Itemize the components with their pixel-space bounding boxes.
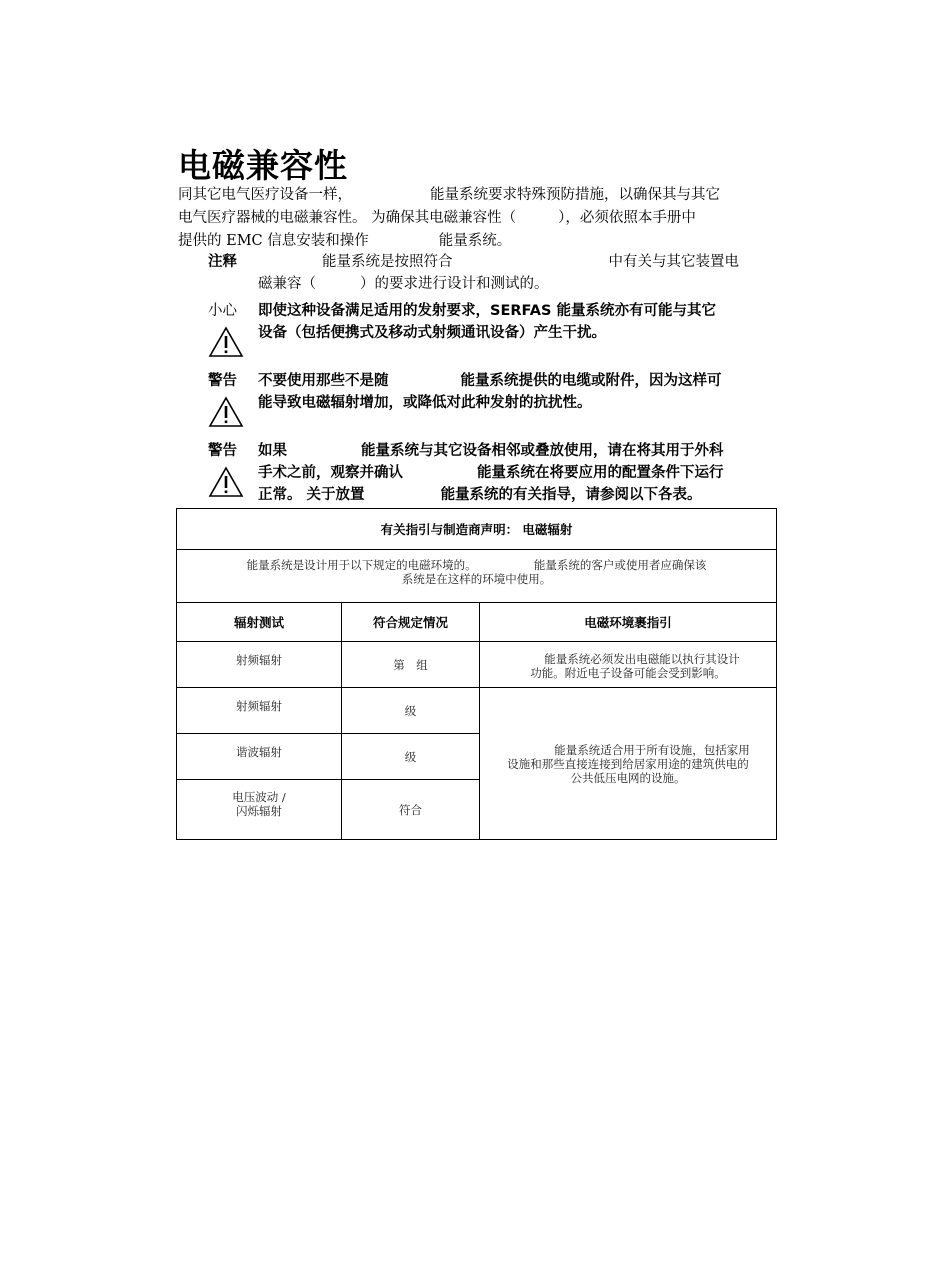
guidance-text: 公共低压电网的设施。 [570,770,686,785]
description-text: 能量系统的客户或使用者应确保该 [533,558,707,572]
compliance-cell: 级 [342,734,480,780]
test-cell: 射频辐射 [177,642,342,688]
table-row [177,642,777,688]
table-description [177,550,777,603]
warning-triangle-icon [208,466,244,498]
warning-text: 能量系统的有关指导，请参阅以下各表。 [440,487,702,503]
warning-text: 能量系统与其它设备相邻或叠放使用，请在将其用于外科 [361,443,724,459]
test-cell [177,780,342,840]
table-title: 有关指引与制造商声明： 电磁辐射 [177,509,777,550]
table-description-row [177,550,777,603]
table-header-row [177,603,777,642]
intro-text: 同其它电气医疗设备一样， [178,187,352,203]
caution-text: 设备（包括便携式及移动式射频通讯设备）产生干扰。 [258,325,606,341]
compliance-cell: 第 组 [342,642,480,688]
guidance-cell [480,642,777,688]
description-text: 系统是在这样的环境中使用。 [401,572,552,586]
note-label: 注释 [208,254,237,270]
warning-text: 能量系统提供的电缆或附件，因为这样可 [460,373,722,389]
column-header: 电磁环境裹指引 [480,603,777,642]
note-text: 中有关与其它装置电 [608,254,739,270]
compliance-cell: 符合 [342,780,480,840]
column-header: 符合规定情况 [342,603,480,642]
intro-text: 电气医疗器械的电磁兼容性。 为确保其电磁兼容性（ [178,210,517,226]
warning-triangle-icon [208,326,244,358]
emc-emissions-table [176,508,777,840]
warning-text: 不要使用那些不是随 [258,373,389,389]
note-block [208,251,776,295]
test-text: 电压波动 / [232,790,286,804]
note-text: ）的要求进行设计和测试的。 [360,276,549,292]
warning-text: 能量系统在将要应用的配置条件下运行 [477,465,724,481]
guidance-cell [480,688,777,840]
guidance-text: 功能。附近电子设备可能会受到影响。 [530,666,726,680]
caution-text: 即使这种设备满足适用的发射要求，SERFAS 能量系统亦有可能与其它 [258,303,716,319]
intro-text: 能量系统要求特殊预防措施，以确保其与其它 [430,187,720,203]
table-title-row [177,509,777,550]
warning-triangle-icon [208,396,244,428]
intro-text: 提供的 EMC 信息安装和操作 [178,233,369,249]
compliance-cell: 级 [342,688,480,734]
test-cell: 谐波辐射 [177,734,342,780]
warning-block-cables [208,370,776,414]
column-header: 辐射测试 [177,603,342,642]
guidance-text: 能量系统必须发出电磁能以执行其设计 [544,652,740,666]
warning-block-stacking [208,440,776,506]
warning-label: 警告 [208,373,237,389]
warning-text: 能导致电磁辐射增加，或降低对此种发射的抗扰性。 [258,395,592,411]
warning-text: 正常。 关于放置 [258,487,365,503]
page-title: 电磁兼容性 [178,146,348,185]
intro-text: 能量系统。 [438,233,512,249]
description-text: 能量系统是设计用于以下规定的电磁环境的。 [246,558,477,572]
warning-text: 手术之前，观察并确认 [258,465,403,481]
test-cell: 射频辐射 [177,688,342,734]
guidance-text: 能量系统适合用于所有设施，包括家用 [554,742,750,757]
note-text: 磁兼容（ [258,276,316,292]
caution-block [208,300,776,344]
intro-text: ），必须依照本手册中 [558,210,696,226]
intro-paragraph [178,184,776,253]
warning-text: 如果 [258,443,287,459]
caution-label: 小心 [208,303,237,319]
test-text: 闪烁辐射 [236,804,282,818]
table-row [177,688,777,734]
note-text: 能量系统是按照符合 [322,254,453,270]
guidance-text: 设施和那些直接连接到给居家用途的建筑供电的 [507,756,749,771]
warning-label: 警告 [208,443,237,459]
